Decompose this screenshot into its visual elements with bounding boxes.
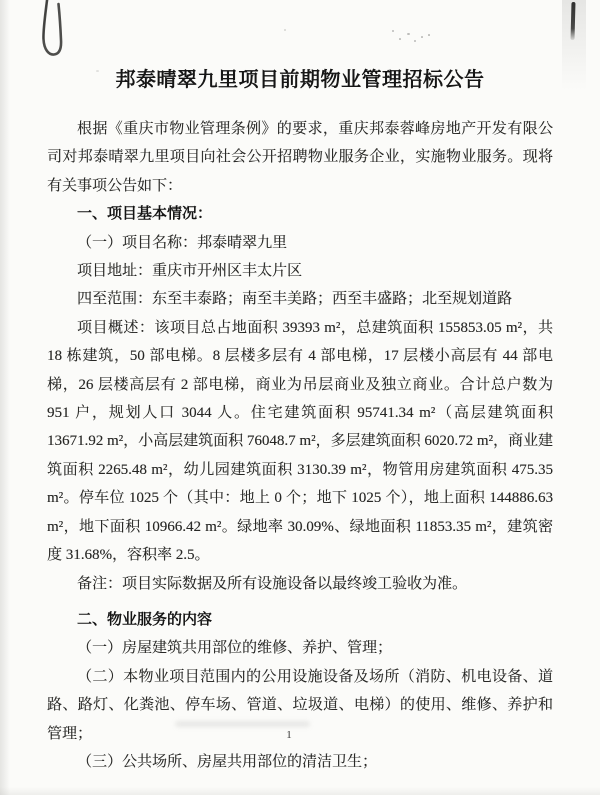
paragraph-service-item-1: （一）房屋建筑共用部位的维修、养护、管理； xyxy=(77,640,393,657)
scan-speck xyxy=(284,29,286,31)
section-heading-basic-info: 一、项目基本情况： xyxy=(77,205,213,223)
paragraph-project-name: （一）项目名称：邦泰晴翠九里 xyxy=(77,234,288,251)
paragraph-service-item-2: （二）本物业项目范围内的公用设施设备及场所（消防、机电设备、道路、路灯、化粪池、停车场、管道、垃圾道、电梯）的使用、维修、养护和管理； xyxy=(47,668,553,742)
scan-speck xyxy=(392,30,394,32)
scan-speck xyxy=(407,33,410,35)
scan-speck xyxy=(428,34,430,36)
scan-speck xyxy=(421,36,423,38)
paragraph-boundaries: 四至范围：东至丰泰路；南至丰美路；西至丰盛路；北至规划道路 xyxy=(77,291,513,308)
document-title: 邦泰晴翠九里项目前期物业管理招标公告 xyxy=(115,69,485,91)
paragraph-service-item-3: （三）公共场所、房屋共用部位的清洁卫生； xyxy=(77,753,378,770)
page-number: 1 xyxy=(286,729,292,741)
paragraph-intro: 根据《重庆市物业管理条例》的要求，重庆邦泰蓉峰房地产开发有限公司对邦泰晴翠九里项目向社会公开招聘物业服务企业，实施物业服务。现将有关事项公告如下： xyxy=(47,121,553,194)
paragraph-note: 备注：项目实际数据及所有设施设备以最终竣工验收为准。 xyxy=(77,575,468,592)
paragraph-project-overview: 项目概述：该项目总占地面积 39393 m²，总建筑面积 155853.05 m²，共 18 栋建筑，50 部电梯。8 层楼多层有 4 部电梯，17 层楼小高层有 44 部电梯，26 层楼高层有 2 部电梯，商业为吊层商业及独立商业。合计总户数为 951 户，规划人口 3044 人。住宅建筑面积 95741.34 m²（高层建筑面积 13671.92 m²，小高层建筑面积 76048.7 m²，多层建筑面积 6020.72 m²，商业建筑面积 2265.48 m²，幼儿园建筑面积 3130.39 m²，物管用房建筑面积 475.35 m²。停车位 1025 个（其中：地上 0 个；地下 1025 个），地上面积 144886.63 m²，地下面积 10966.42 m²。绿地率 30.09%、绿地面积 11853.35 m²，建筑密度 31.68%，容积率 2.5。 xyxy=(47,319,553,564)
paperclip-icon xyxy=(36,0,70,64)
scan-speck xyxy=(414,40,416,42)
section-heading-service-content: 二、物业服务的内容 xyxy=(77,610,213,628)
paragraph-project-address: 项目地址：重庆市开州区丰太片区 xyxy=(77,263,303,280)
document-body xyxy=(47,115,553,776)
scan-speck xyxy=(399,38,401,40)
